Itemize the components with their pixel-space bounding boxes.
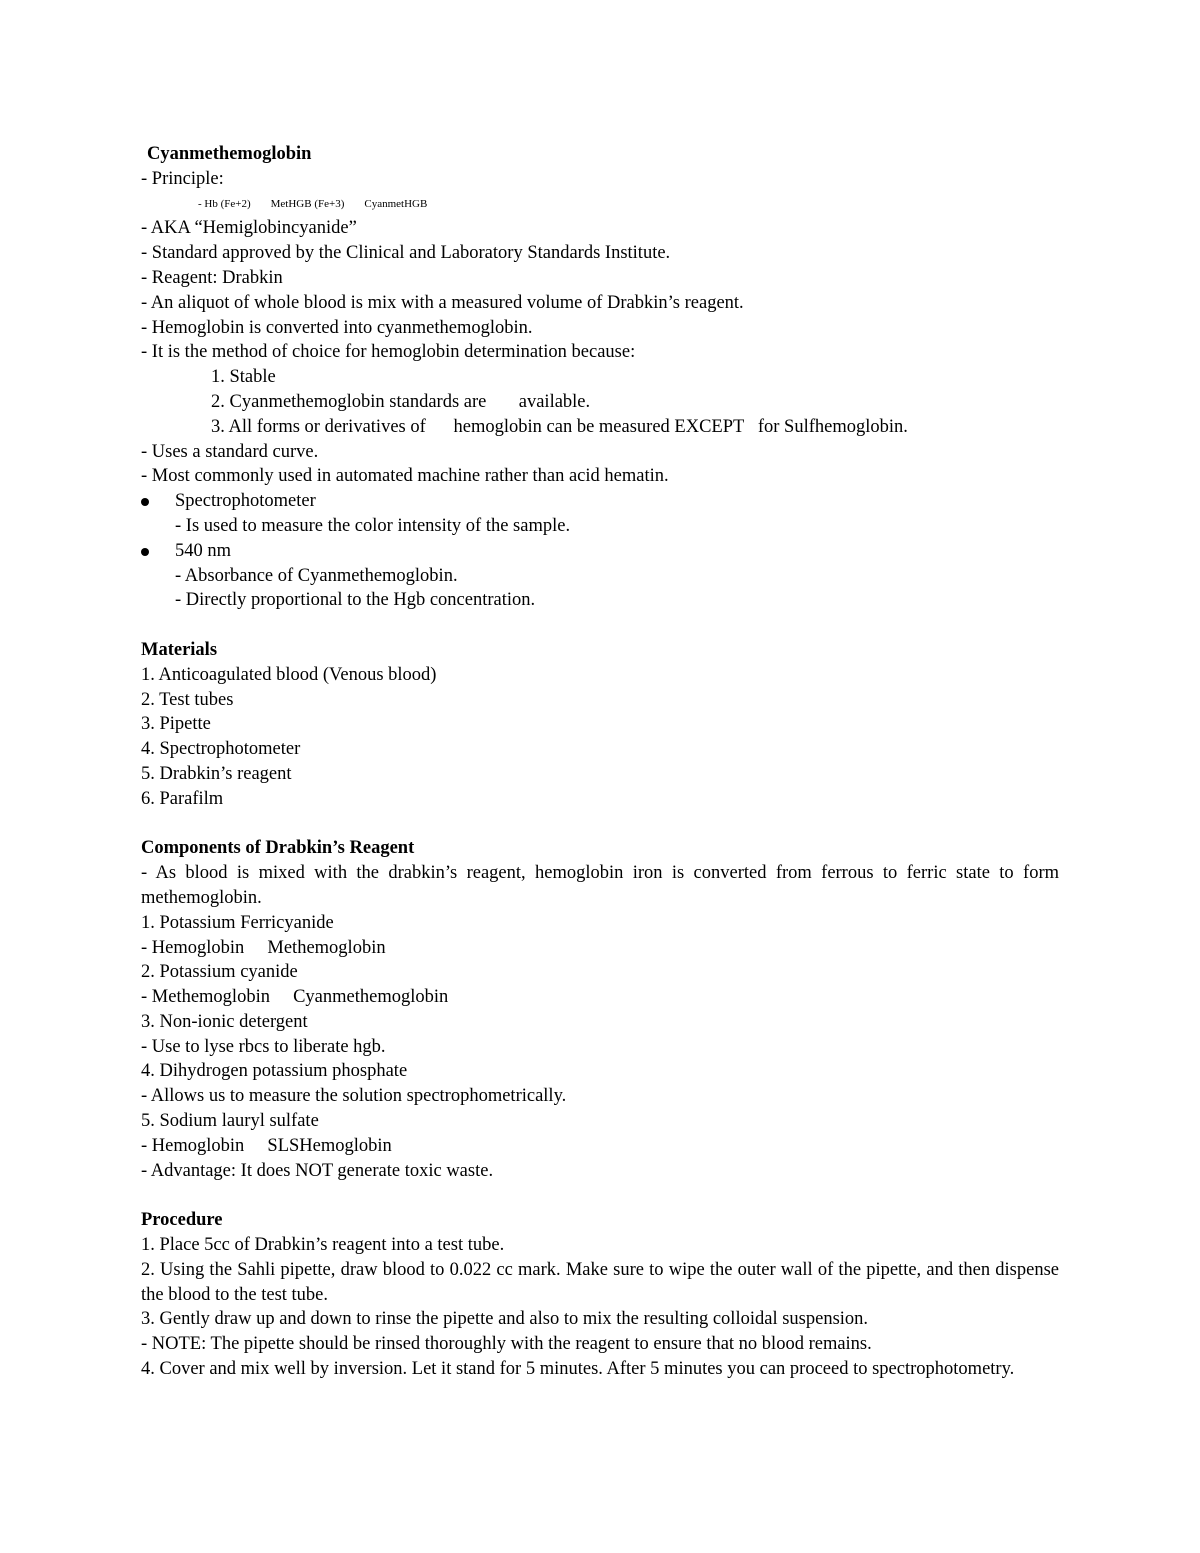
procedure-step: 3. Gently draw up and down to rinse the pipette and also to mix the resulting colloidal suspension. <box>141 1309 869 1330</box>
component-line: - Use to lyse rbcs to liberate hgb. <box>141 1036 386 1057</box>
text-line: - Reagent: Drabkin <box>141 267 283 288</box>
material-item: 3. Pipette <box>141 714 211 735</box>
text-line: - Uses a standard curve. <box>141 441 319 462</box>
document-page <box>141 142 1059 1382</box>
reason-item: 3. All forms or derivatives of hemoglobin can be measured EXCEPT for Sulfhemoglobin. <box>211 416 908 437</box>
text-line: - AKA “Hemiglobincyanide” <box>141 218 357 239</box>
component-line: - Advantage: It does NOT generate toxic waste. <box>141 1160 494 1181</box>
principle-label: - Principle: <box>141 168 224 189</box>
material-item: 4. Spectrophotometer <box>141 739 301 760</box>
section-title-procedure: Procedure <box>141 1210 223 1231</box>
bullet-sub-line: - Absorbance of Cyanmethemoglobin. <box>175 565 458 586</box>
reaction-step: MetHGB (Fe+3) <box>270 197 345 210</box>
text-line: - An aliquot of whole blood is mix with a measured volume of Drabkin’s reagent. <box>141 292 744 313</box>
section-title-cyanmethemoglobin: Cyanmethemoglobin <box>147 144 312 164</box>
procedure-note: - NOTE: The pipette should be rinsed thoroughly with the reagent to ensure that no blood remains. <box>141 1334 872 1355</box>
bullet-heading: Spectrophotometer <box>175 491 316 512</box>
material-item: 1. Anticoagulated blood (Venous blood) <box>141 664 437 685</box>
procedure-step: 1. Place 5cc of Drabkin’s reagent into a test tube. <box>141 1235 505 1256</box>
bullet-item <box>141 539 1059 564</box>
procedure-step: 4. Cover and mix well by inversion. Let it stand for 5 minutes. After 5 minutes you can proceed to spectrophotometry. <box>141 1359 1015 1380</box>
material-item: 5. Drabkin’s reagent <box>141 763 292 784</box>
text-line: - Most commonly used in automated machine rather than acid hematin. <box>141 466 669 487</box>
reason-item: 2. Cyanmethemoglobin standards are available. <box>211 391 591 412</box>
bullet-icon <box>141 498 149 506</box>
material-item: 2. Test tubes <box>141 689 234 710</box>
text-line: - It is the method of choice for hemoglobin determination because: <box>141 342 636 363</box>
component-line: - Allows us to measure the solution spectrophometrically. <box>141 1086 567 1107</box>
component-line: 4. Dihydrogen potassium phosphate <box>141 1061 408 1082</box>
bullet-sub-line: - Is used to measure the color intensity of the sample. <box>175 515 571 536</box>
bullet-icon <box>141 548 149 556</box>
material-item: 6. Parafilm <box>141 788 224 809</box>
component-line: - Hemoglobin Methemoglobin <box>141 937 386 958</box>
procedure-step: 2. Using the Sahli pipette, draw blood to 0.022 cc mark. Make sure to wipe the outer wall of the pipette, and then dispense the blood to the test tube. <box>141 1259 1059 1305</box>
reaction-line <box>141 192 1059 217</box>
reaction-step: - Hb (Fe+2) <box>198 197 251 210</box>
components-intro: - As blood is mixed with the drabkin’s reagent, hemoglobin iron is converted from ferrous to ferric state to form methemoglobin. <box>141 863 1059 908</box>
bullet-item <box>141 489 1059 514</box>
component-line: 2. Potassium cyanide <box>141 962 298 983</box>
component-line: 5. Sodium lauryl sulfate <box>141 1111 319 1132</box>
reason-item: 1. Stable <box>211 367 276 388</box>
text-line: - Hemoglobin is converted into cyanmethemoglobin. <box>141 317 533 338</box>
component-line: 3. Non-ionic detergent <box>141 1011 308 1032</box>
text-line: - Standard approved by the Clinical and Laboratory Standards Institute. <box>141 243 671 264</box>
bullet-heading: 540 nm <box>175 540 232 561</box>
reaction-step: CyanmetHGB <box>364 197 428 210</box>
section-title-components: Components of Drabkin’s Reagent <box>141 838 415 859</box>
bullet-sub-line: - Directly proportional to the Hgb concentration. <box>175 590 536 611</box>
section-title-materials: Materials <box>141 639 218 660</box>
component-line: - Methemoglobin Cyanmethemoglobin <box>141 987 449 1008</box>
component-line: - Hemoglobin SLSHemoglobin <box>141 1135 392 1156</box>
component-line: 1. Potassium Ferricyanide <box>141 912 334 933</box>
